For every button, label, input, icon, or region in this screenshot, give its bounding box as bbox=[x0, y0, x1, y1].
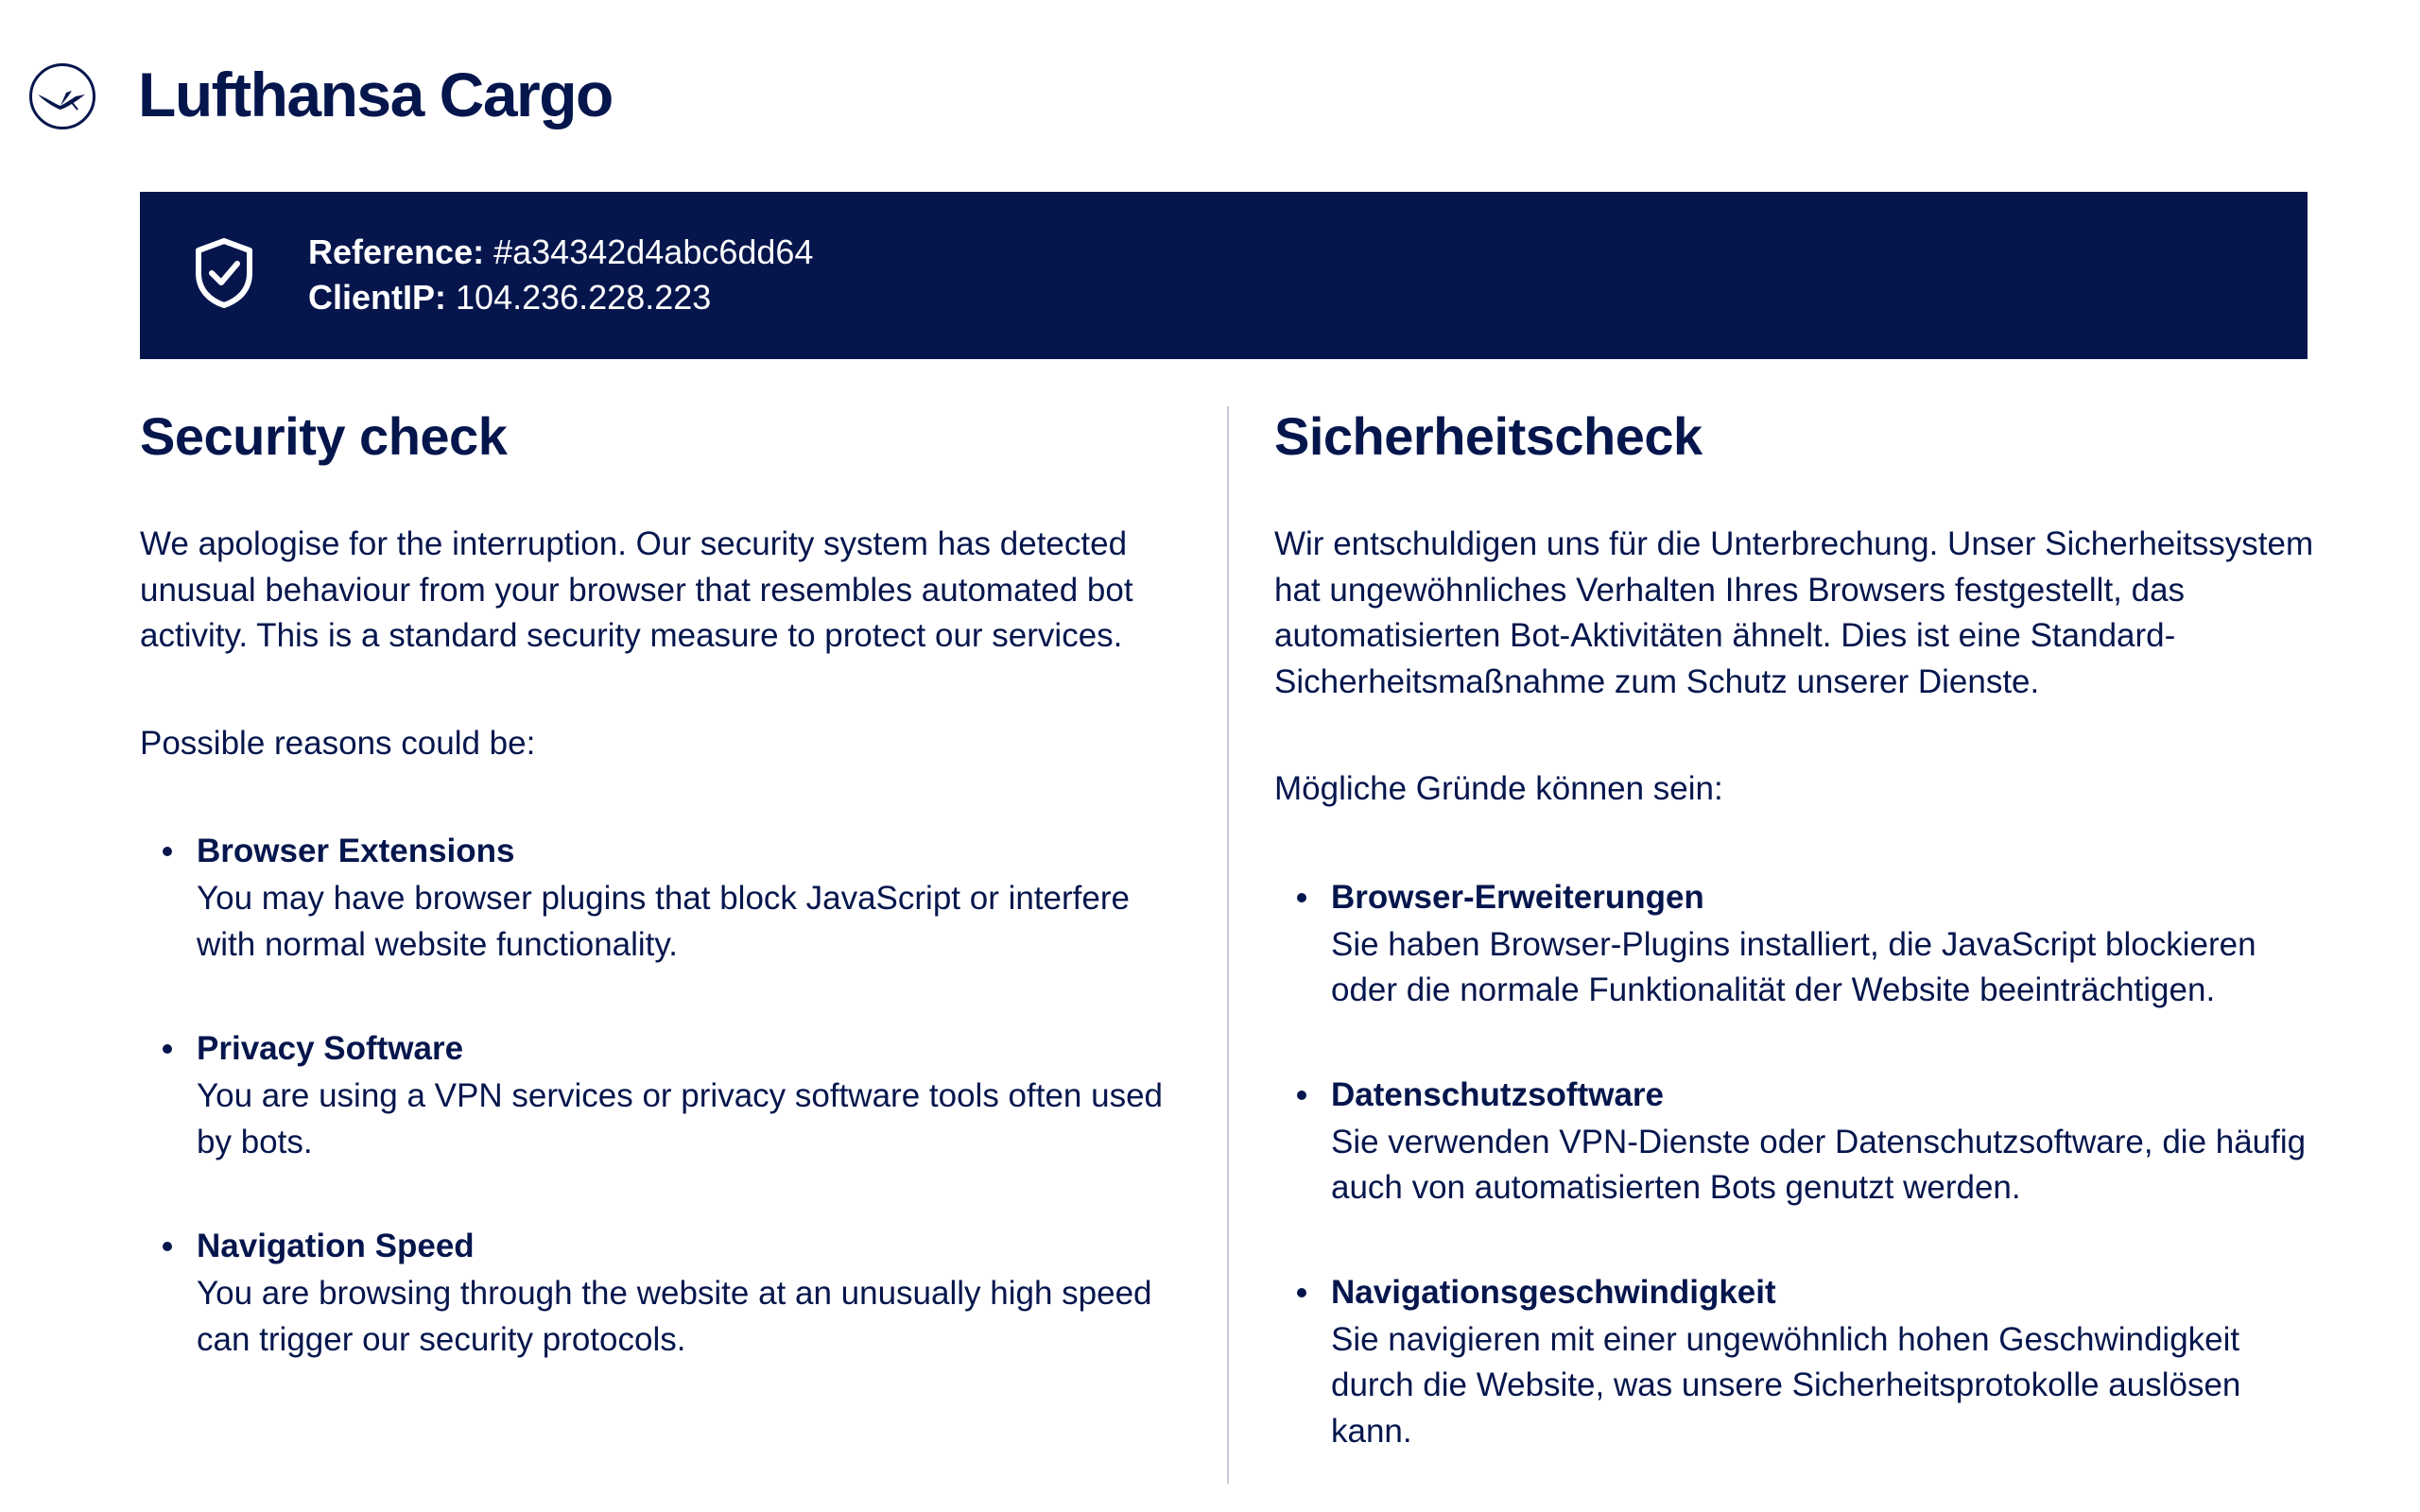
reference-banner bbox=[140, 192, 2308, 359]
reason-text: You may have browser plugins that block JavaScript or interfere with normal website functionality. bbox=[197, 880, 1130, 963]
english-reasons-list bbox=[140, 827, 1170, 1363]
bullet-dot bbox=[1297, 893, 1306, 902]
reason-title: Privacy Software bbox=[197, 1030, 464, 1067]
bullet-dot bbox=[163, 847, 172, 856]
bullet-dot bbox=[1297, 1288, 1306, 1297]
german-intro: Wir entschuldigen uns für die Unterbrechung. Unser Sicherheitssystem hat ungewöhnliches Verhalten Ihres Browsers festgestellt, das automatisierten Bot-Aktivitäten ähnelt. Dies ist eine Standard-Sicherheitsmaßnahme zum Schutz unserer Dienste. bbox=[1274, 525, 2314, 700]
brand-name: Lufthansa Cargo bbox=[138, 60, 613, 129]
reason-title: Navigationsgeschwindigkeit bbox=[1331, 1273, 1776, 1311]
reason-title: Datenschutzsoftware bbox=[1331, 1075, 1665, 1113]
list-item bbox=[140, 1024, 1170, 1165]
reason-title: Navigation Speed bbox=[197, 1228, 475, 1264]
german-reasons-list bbox=[1274, 873, 2328, 1455]
list-item bbox=[140, 827, 1170, 968]
german-column bbox=[1274, 399, 2328, 1511]
bullet-dot bbox=[163, 1044, 172, 1054]
reason-text: You are browsing through the website at an unusually high speed can trigger our security protocols. bbox=[197, 1275, 1152, 1358]
english-intro: We apologise for the interruption. Our security system has detected unusual behaviour from your browser that resembles automated bot activity. This is a standard security measure to protect our services. bbox=[140, 525, 1133, 654]
english-column bbox=[140, 399, 1170, 1419]
reason-text: Sie navigieren mit einer ungewöhnlich hohen Geschwindigkeit durch die Website, was unsere Sicherheitsprotokolle auslösen kann. bbox=[1331, 1320, 2241, 1450]
bullet-dot bbox=[163, 1242, 172, 1251]
reason-text: You are using a VPN services or privacy software tools often used by bots. bbox=[197, 1077, 1164, 1160]
bullet-dot bbox=[1297, 1091, 1306, 1100]
english-reasons-heading: Possible reasons could be: bbox=[140, 724, 536, 762]
list-item bbox=[1274, 1071, 2328, 1211]
reason-text: Sie haben Browser-Plugins installiert, die JavaScript blockieren oder die normale Funktionalität der Website beeinträchtigen. bbox=[1331, 925, 2256, 1008]
list-item bbox=[140, 1222, 1170, 1363]
list-item bbox=[1274, 873, 2328, 1014]
list-item bbox=[1274, 1268, 2328, 1455]
english-title: Security check bbox=[140, 406, 508, 466]
reason-title: Browser-Erweiterungen bbox=[1331, 878, 1704, 916]
clientip-value: 104.236.228.223 bbox=[456, 278, 712, 317]
german-title: Sicherheitscheck bbox=[1274, 406, 1703, 466]
reason-text: Sie verwenden VPN-Dienste oder Datenschutzsoftware, die häufig auch von automatisierten Bots genutzt werden. bbox=[1331, 1123, 2307, 1206]
clientip-label: ClientIP: bbox=[308, 278, 447, 317]
crane-logo-icon bbox=[28, 62, 96, 130]
reference-value: #a34342d4abc6dd64 bbox=[493, 232, 814, 271]
reference-line bbox=[308, 230, 813, 275]
clientip-line bbox=[308, 275, 813, 320]
german-reasons-heading: Mögliche Gründe können sein: bbox=[1274, 770, 1723, 807]
column-divider bbox=[1227, 406, 1229, 1484]
reason-title: Browser Extensions bbox=[197, 833, 515, 869]
shield-check-icon bbox=[193, 237, 255, 309]
reference-info bbox=[308, 230, 813, 320]
page-header bbox=[0, 0, 2420, 170]
reference-label: Reference: bbox=[308, 232, 485, 271]
